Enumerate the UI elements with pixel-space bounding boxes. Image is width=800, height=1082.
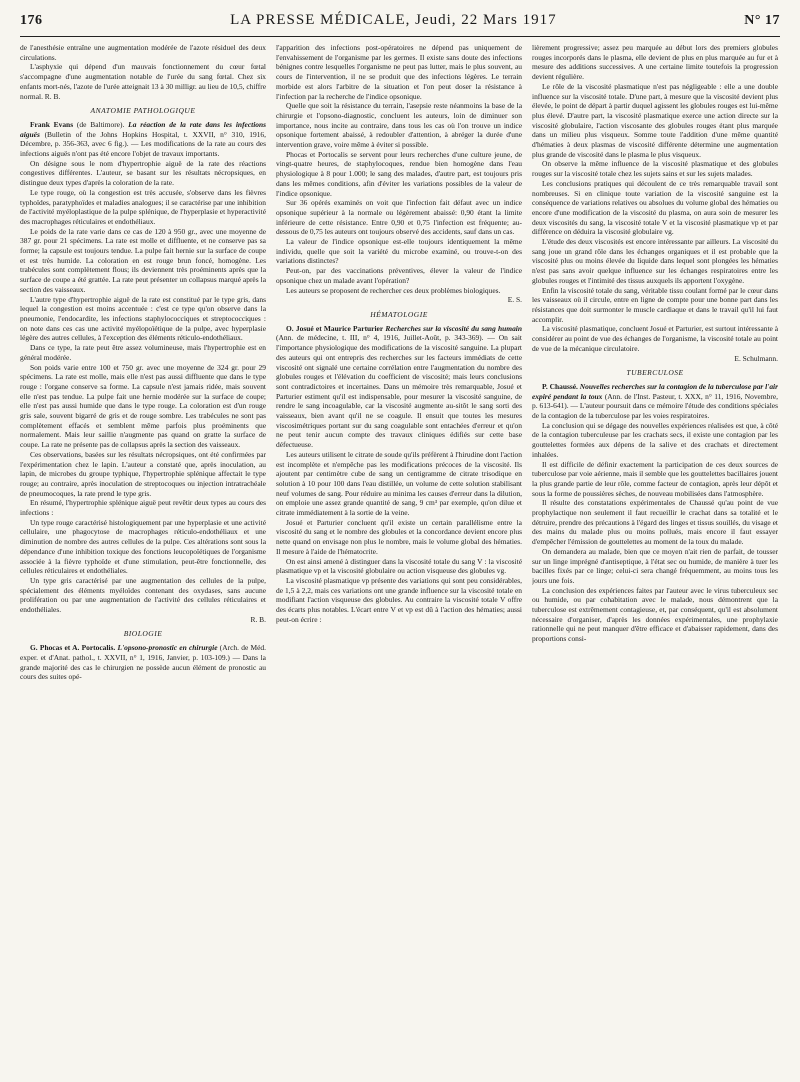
signature: R. B.: [44, 91, 61, 101]
paragraph: On observe la même influence de la viscosité plasmatique et des globules rouges sur la viscosité totale chez les sujets sains et sur les sujets malades.: [532, 159, 778, 179]
article-title: La réaction de la rate dans les infections aiguës: [20, 119, 266, 139]
signature: E. Schulmann.: [734, 353, 778, 363]
text-columns: [20, 43, 780, 1073]
paragraph: L'asphyxie qui dépend d'un mauvais fonctionnement du cœur fœtal s'accompagne d'une augmentation notable de l'urée du sang fœtal. Chez six enfants mort-nés, l'azote de l'urée atteignait 13 à 30 milligr. au lieu de 10,5, chiffre normal. R. B.: [20, 62, 266, 101]
paragraph: l'apparition des infections post-opératoires ne dépend pas uniquement de l'envahissement de l'organisme par les germes. Il existe sans doute des infections bénignes contre lesquelles l'organisme ne peut pas lutter, mais le plus souvent, au cours de l'intervention, il ne se produit que des infections légères. Le terrain morbide est alors l'arbitre de la situation et l'on peut doser la résistance à l'infection par la recherche de l'indice opsonique.: [276, 43, 522, 101]
paragraph: Josué et Parturier concluent qu'il existe un certain parallélisme entre la viscosité du sang et le nombre des globules et la concordance devient encore plus nette quand on envisage non plus le nombre, mais le volume global des hématies. Il mesure à l'aide de l'hématocrite.: [276, 517, 522, 556]
paragraph: Peut-on, par des vaccinations préventives, élever la valeur de l'indice opsonique chez un malade avant l'opération?: [276, 266, 522, 285]
author: Frank Evans: [30, 119, 74, 129]
author: O. Josué et Maurice Parturier: [286, 323, 384, 333]
paragraph: Enfin la viscosité totale du sang, véritable tissu coulant formé par le cœur dans les vaisseaux où il circule, entre en ligne de compte pour une bonne part dans les résistances que doit surmonter le muscle cardiaque et dans le travail qu'il lui faut accomplir.: [532, 285, 778, 324]
paragraph: L'étude des deux viscosités est encore intéressante par ailleurs. La viscosité du sang joue un grand rôle dans les échanges organiques et il est probable que la viscosité plus ou moins élevée du liquide dans lequel sont plongées les hématies n'est pas sans avoir quelque influence sur les échanges respiratoires entre les globules rouges et l'intimité des tissus auxquels ils apportent l'oxygène.: [532, 237, 778, 285]
paragraph: La valeur de l'indice opsonique est-elle toujours identiquement la même individu, quelle que soit la variété du microbe examiné, ou trouve-t-on des variations distinctes?: [276, 237, 522, 266]
paragraph: L'autre type d'hypertrophie aiguë de la rate est constitué par le type gris, dans lequel la congestion est moins accentuée : c'est ce type qu'on observe dans la pneumonie, l'endocardite, les infections staphylococciques et streptococciques : on note dans ces cas une activité myélopoïétique de la pulpe, avec hyperplasie légère des autres cellules, à l'exception des éléments réticulo-endothéliaux.: [20, 294, 266, 343]
article-title: Nouvelles recherches sur la contagion de la tuberculose par l'air expiré pendant la toux: [532, 381, 778, 401]
paragraph: On demandera au malade, bien que ce moyen n'ait rien de parfait, de tousser sur un linge imprégné d'antiseptique, à l'état sec ou humide, de manière à tuer les bacilles fixés par ce linge; celui-ci sera changé fréquemment, au moins tous les jours une fois.: [532, 546, 778, 585]
paragraph: de l'anesthésie entraîne une augmentation modérée de l'azote résiduel des deux circulations.: [20, 43, 266, 62]
paragraph: Quelle que soit la résistance du terrain, l'asepsie reste néanmoins la base de la chirurgie et l'opsono-diagnostic, concluent les auteurs, loin de diminuer son importance, nous incite au contraire, dans tous les cas où l'on trouve un indice opsonique fortement abaissé, à redoubler d'attention, à abréger la durée d'une intervention grave, voire même à éviter si possible.: [276, 101, 522, 150]
paragraph: Il est difficile de définir exactement la participation de ces deux sources de tuberculose par voie aérienne, mais il semble que les gouttelettes bacillaires jouent la plus grande partie de leur rôle, comme facteur de contagion, après leur dépôt et sous la forme de poussières sèches, de nouveau mobilisées dans l'atmosphère.: [532, 459, 778, 498]
paragraph: On désigne sous le nom d'hypertrophie aiguë de la rate des réactions congestives différentes. L'auteur, se basant sur les résultats nécropsiques, en distingue deux types d'après la coloration de la rate.: [20, 158, 266, 188]
page-header: [20, 12, 780, 37]
article-title: L'opsono-pronostic en chirurgie: [117, 643, 218, 653]
paragraph: Ces observations, basées sur les résultats nécropsiques, ont été confirmées par l'expérimentation chez le lapin. L'auteur a constaté que, après inoculation, au lapin, de microbes du groupe typhique, l'hypertrophie splénique affectait le type rouge; au contraire, après inoculation de streptocoques ou injection intratrachéale de pneumocoques, la rate prend le type gris.: [20, 449, 266, 498]
paragraph: Les auteurs utilisent le citrate de soude qu'ils préfèrent à l'hirudine dont l'action est incomplète et n'empêche pas les modifications précoces de la viscosité. Ils ajoutent par centimètre cube de sang un centigramme de citrate trisodique en solution à 10 pour 100 dans l'eau distillée, un volume de cette solution stabilisant neuf volumes de sang. Pour réduire au minima les causes d'erreur dans la dilution, on emploie une assez grande quantité de sang, 9 cm³ par exemple, qu'on dilue et citrate immédiatement à la sortie de la veine.: [276, 449, 522, 518]
paragraph: Son poids varie entre 100 et 750 gr. avec une moyenne de 324 gr. pour 29 spécimens. La rate est molle, mais elle n'est pas aussi diffluente que dans le type rouge : l'organe conserve sa forme. La capsule n'est jamais ridée, mais souvent elle n'est pas tendue. La pulpe fait une hernie modérée sur la surface de coupe; elle n'est pas aussi humide que dans le type rouge. La coloration est d'un rouge gris sale, souvent bigarré de gris et de rouge sombre. Les trabécules ne sont pas complètement effacés et semblent même parfois plus proéminents que normalement. Mais leur saillie n'augmente pas quand on gratte la surface de coupe. La rate ne présente pas de collapsus après la section des vaisseaux.: [20, 362, 266, 450]
paragraph: La viscosité plasmatique, concluent Josué et Parturier, est surtout intéressante à considérer au point de vue des échanges de l'organisme, la viscosité totale au point de vue de la mécanique circulatoire.: [532, 324, 778, 353]
paragraph: Les auteurs se proposent de rechercher ces deux problèmes biologiques.: [286, 285, 501, 295]
article-title: Recherches sur la viscosité du sang humain: [385, 323, 522, 333]
author: G. Phocas et A. Portocalis.: [30, 643, 116, 653]
author: P. Chaussé.: [542, 381, 578, 391]
section-heading-hematologie: HÉMATOLOGIE: [370, 309, 428, 319]
paragraph: Sur 36 opérés examinés on voit que l'infection fait défaut avec un indice opsonique supérieur à la normale ou légèrement abaissé: 0,90 étant la limite inférieure de cette résistance. Entre 0,90 et 0,75 l'infection est fréquente; au-dessous de 0,75 les auteurs ont toujours observé des accidents, sauf dans un cas.: [276, 198, 522, 237]
abstract-heading: Frank Evans (de Baltimore). La réaction de la rate dans les infections aiguës (Bulletin of the Johns Hopkins Hospital, t. XXVII, n° 310, 1916, Décembre, p. 356-363, avec 6 fig.). — Les modifications de la rate au cours des infections aiguës n'ont pas été encore l'objet de travaux importants.: [20, 119, 266, 159]
paragraph: La conclusion qui se dégage des nouvelles expériences réalisées est que, à côté de la contagion tuberculeuse par les crachats secs, il existe une contagion par les gouttelettes formées aux dépens de la salive et des crachats et directement inhalées.: [532, 420, 778, 459]
paragraph: Dans ce type, la rate peut être assez volumineuse, mais l'hypertrophie est en général modérée.: [20, 343, 266, 362]
abstract-heading: O. Josué et Maurice Parturier Recherches sur la viscosité du sang humain (Ann. de médecine, t. III, n° 4, 1916, Juillet-Août, p. 343-369). — On sait l'importance physiologique des modifications de la viscosité sanguine. La plupart des auteurs qui ont entrepris des recherches sur les facteurs immédiats de cette viscosité ont signalé une certaine corrélation entre l'augmentation du nombre des globules rouges et l'élévation du coefficient de viscosité; mais leurs conclusions sont contradictoires et incertaines. Dans un mémoire très remarquable, Josué et Parturier estiment qu'il est indispensable, pour mesurer la viscosité sanguine, de rendre le sang incoagulable, car la viscosité augmente au-sitôt le sang sorti des vaisseaux, bien avant qu'il ne se coagule. Il ensuit que toutes les mesures viscosimétriques portant sur du sang coagulable sont entachées d'erreur et qu'on ne peut tenir aucun compte des travaux cliniques édifiés sur cette base défectueuse.: [276, 323, 522, 450]
signature: E. S.: [507, 295, 522, 305]
abstract-heading: P. Chaussé. Nouvelles recherches sur la contagion de la tuberculose par l'air expiré pendant la toux (Ann. de l'Inst. Pasteur, t. XXX, n° 11, 1916, Novembre, p. 613-641). — L'auteur poursuit dans ce mémoire l'étude des conditions spéciales de la contagion de la tuberculose par les voies respiratoires.: [532, 381, 778, 421]
paragraph: Le type rouge, où la congestion est très accusée, s'observe dans les fièvres typhoïdes, paratyphoïdes et maladies analogues; il se caractérise par une inhibition de l'activité myéloplastique de la pulpe splénique, de l'hyperplasie et hyperactivité des macrophages réticulaires et endothéliaux.: [20, 187, 266, 226]
paragraph: lièrement progressive; assez peu marquée au début lors des premiers globules rouges incorporés dans le plasma, elle devient de plus en plus marquée au fur et à mesure des additions successives. A une certaine limite toutefois la progression devient régulière.: [532, 43, 778, 82]
column-1: [20, 43, 266, 1073]
section-heading-anatomie: ANATOMIE PATHOLOGIQUE: [90, 106, 196, 116]
paragraph: On est ainsi amené à distinguer dans la viscosité totale du sang V : la viscosité plasmatique vp et la viscosité globulaire ou action visqueuse des globules vg.: [276, 556, 522, 576]
paragraph: Il résulte des constatations expérimentales de Chaussé qu'au point de vue prophylactique non seulement il faut recueillir le crachat dans sa totalité et le détruire, prendre des précautions à l'égard des linges et tissus souillés, du visage et des mains du malade plus ou moins pollués, mais encore il faut essayer d'empêcher l'émission de gouttelettes au moment de la toux du malade.: [532, 498, 778, 547]
paragraph: Le poids de la rate varie dans ce cas de 120 à 950 gr., avec une moyenne de 387 gr. pour 21 spécimens. La rate est molle et diffluente, et ne conserve pas sa forme; la capsule est toujours tendue. La pulpe fait hernie sur la surface de coupe et est très humide. La coloration en est rouge brun foncé, homogène. Les trabécules sont complètement flous; ils deviennent très proéminents après que la surface de coupe a été grattée. La rate peut présenter un collapsus marqué après la section des vaisseaux.: [20, 226, 266, 294]
paragraph: Un type rouge caractérisé histologiquement par une hyperplasie et une activité cellulaire, une phagocytose de macrophages réticulo-endothéliaux et une diminution de nombre des autres cellules de la pulpe. Ces altérations sont sous la dépendance d'une inhibition toxique des fonctions leucopoïétiques de l'organisme associée à la fièvre typhoïde et d'une stimulation, peut-être fonctionnelle, des cellules réticulaires et endothéliales.: [20, 517, 266, 576]
journal-title: LA PRESSE MÉDICALE, Jeudi, 22 Mars 1917: [230, 12, 557, 28]
column-2: [276, 43, 522, 1073]
paragraph: Les conclusions pratiques qui découlent de ce très remarquable travail sont nombreuses. Si en clinique toute variation de la viscosité sanguine est la conséquence de variations relatives ou absolues du volume global des hématies ou encore d'une modification de la viscosité du plasma, on aura soin de mesurer les deux viscosités du sang, la viscosité totale V et la viscosité plasmatique vp et par différence on déduira la viscosité globulaire vg.: [532, 178, 778, 237]
paragraph: Un type gris caractérisé par une augmentation des cellules de la pulpe, spécialement des éléments myéloïdes contenant des oxydases, sans aucune prolifération ou par une augmentation de l'activité des cellules réticulaires et endothéliales.: [20, 575, 266, 615]
paragraph: La viscosité plasmatique vp présente des variations qui sont peu considérables, de 1,5 à 2,2, mais ces variations ont une grande influence sur la viscosité totale en modifiant l'action visqueuse des globules. Au contraire la viscosité totale V offre des écarts plus notables. L'écart entre V et vp est dû à l'action des hématies; aussi peut-on écrire :: [276, 575, 522, 624]
section-heading-tuberculose: TUBERCULOSE: [626, 368, 684, 378]
paragraph: La conclusion des expériences faites par l'auteur avec le virus tuberculeux sec ou humide, ou par cohabitation avec le malade, nous démontrent que la tuberculose est extrêmement contagieuse, et, par conséquent, qu'il est absolument nécessaire d'organiser, d'après les données expérimentales, une prophylaxie rationnelle qui ne peut manquer d'être efficace et d'abaisser rapidement, dans des proportions consi-: [532, 585, 778, 644]
column-3: [532, 43, 778, 1073]
paragraph: En résumé, l'hypertrophie splénique aiguë peut revêtir deux types au cours des infections :: [20, 498, 266, 518]
section-heading-biologie: BIOLOGIE: [123, 629, 163, 639]
page-number: 176: [20, 13, 43, 28]
paragraph: Phocas et Portocalis se servent pour leurs recherches d'une culture jeune, de vingt-quatre heures, de staphylocoques, rendue bien homogène dans l'eau physiologique à 8 pour 1.000; le sang des malades, d'autre part, est toujours pris dans les mêmes conditions, afin d'éviter les variations possibles de la valeur de l'indice opsonique.: [276, 149, 522, 198]
paragraph: Le rôle de la viscosité plasmatique n'est pas négligeable : elle a une double influence sur la viscosité totale. D'une part, à mesure que la viscosité devient plus élevée, le point de départ à partir duquel agissent les globules rouges est lui-même plus élevé. D'autre part, la viscosité plasmatique exerce une action directe sur la viscosité globulaire, l'action viscosante des globules rouges étant plus marquée dans un milieu plus visqueux. Somme toute l'addition d'une même quantité d'hématies à deux plasmas de viscosité différente détermine une augmentation plus grande de viscosité dans le plasma le plus visqueux.: [532, 81, 778, 159]
signature: R. B.: [250, 614, 266, 624]
issue-number: N° 17: [744, 13, 780, 28]
abstract-heading: G. Phocas et A. Portocalis. L'opsono-pronostic en chirurgie (Arch. de Méd. exper. et d'Anat. pathol., t. XXVII, n° 1, 1916, Janvier, p. 103-109.) — Dans la grande majorité des cas le chirurgien ne possède aucun élément de pronostic au cours des suites opé-: [20, 643, 266, 682]
